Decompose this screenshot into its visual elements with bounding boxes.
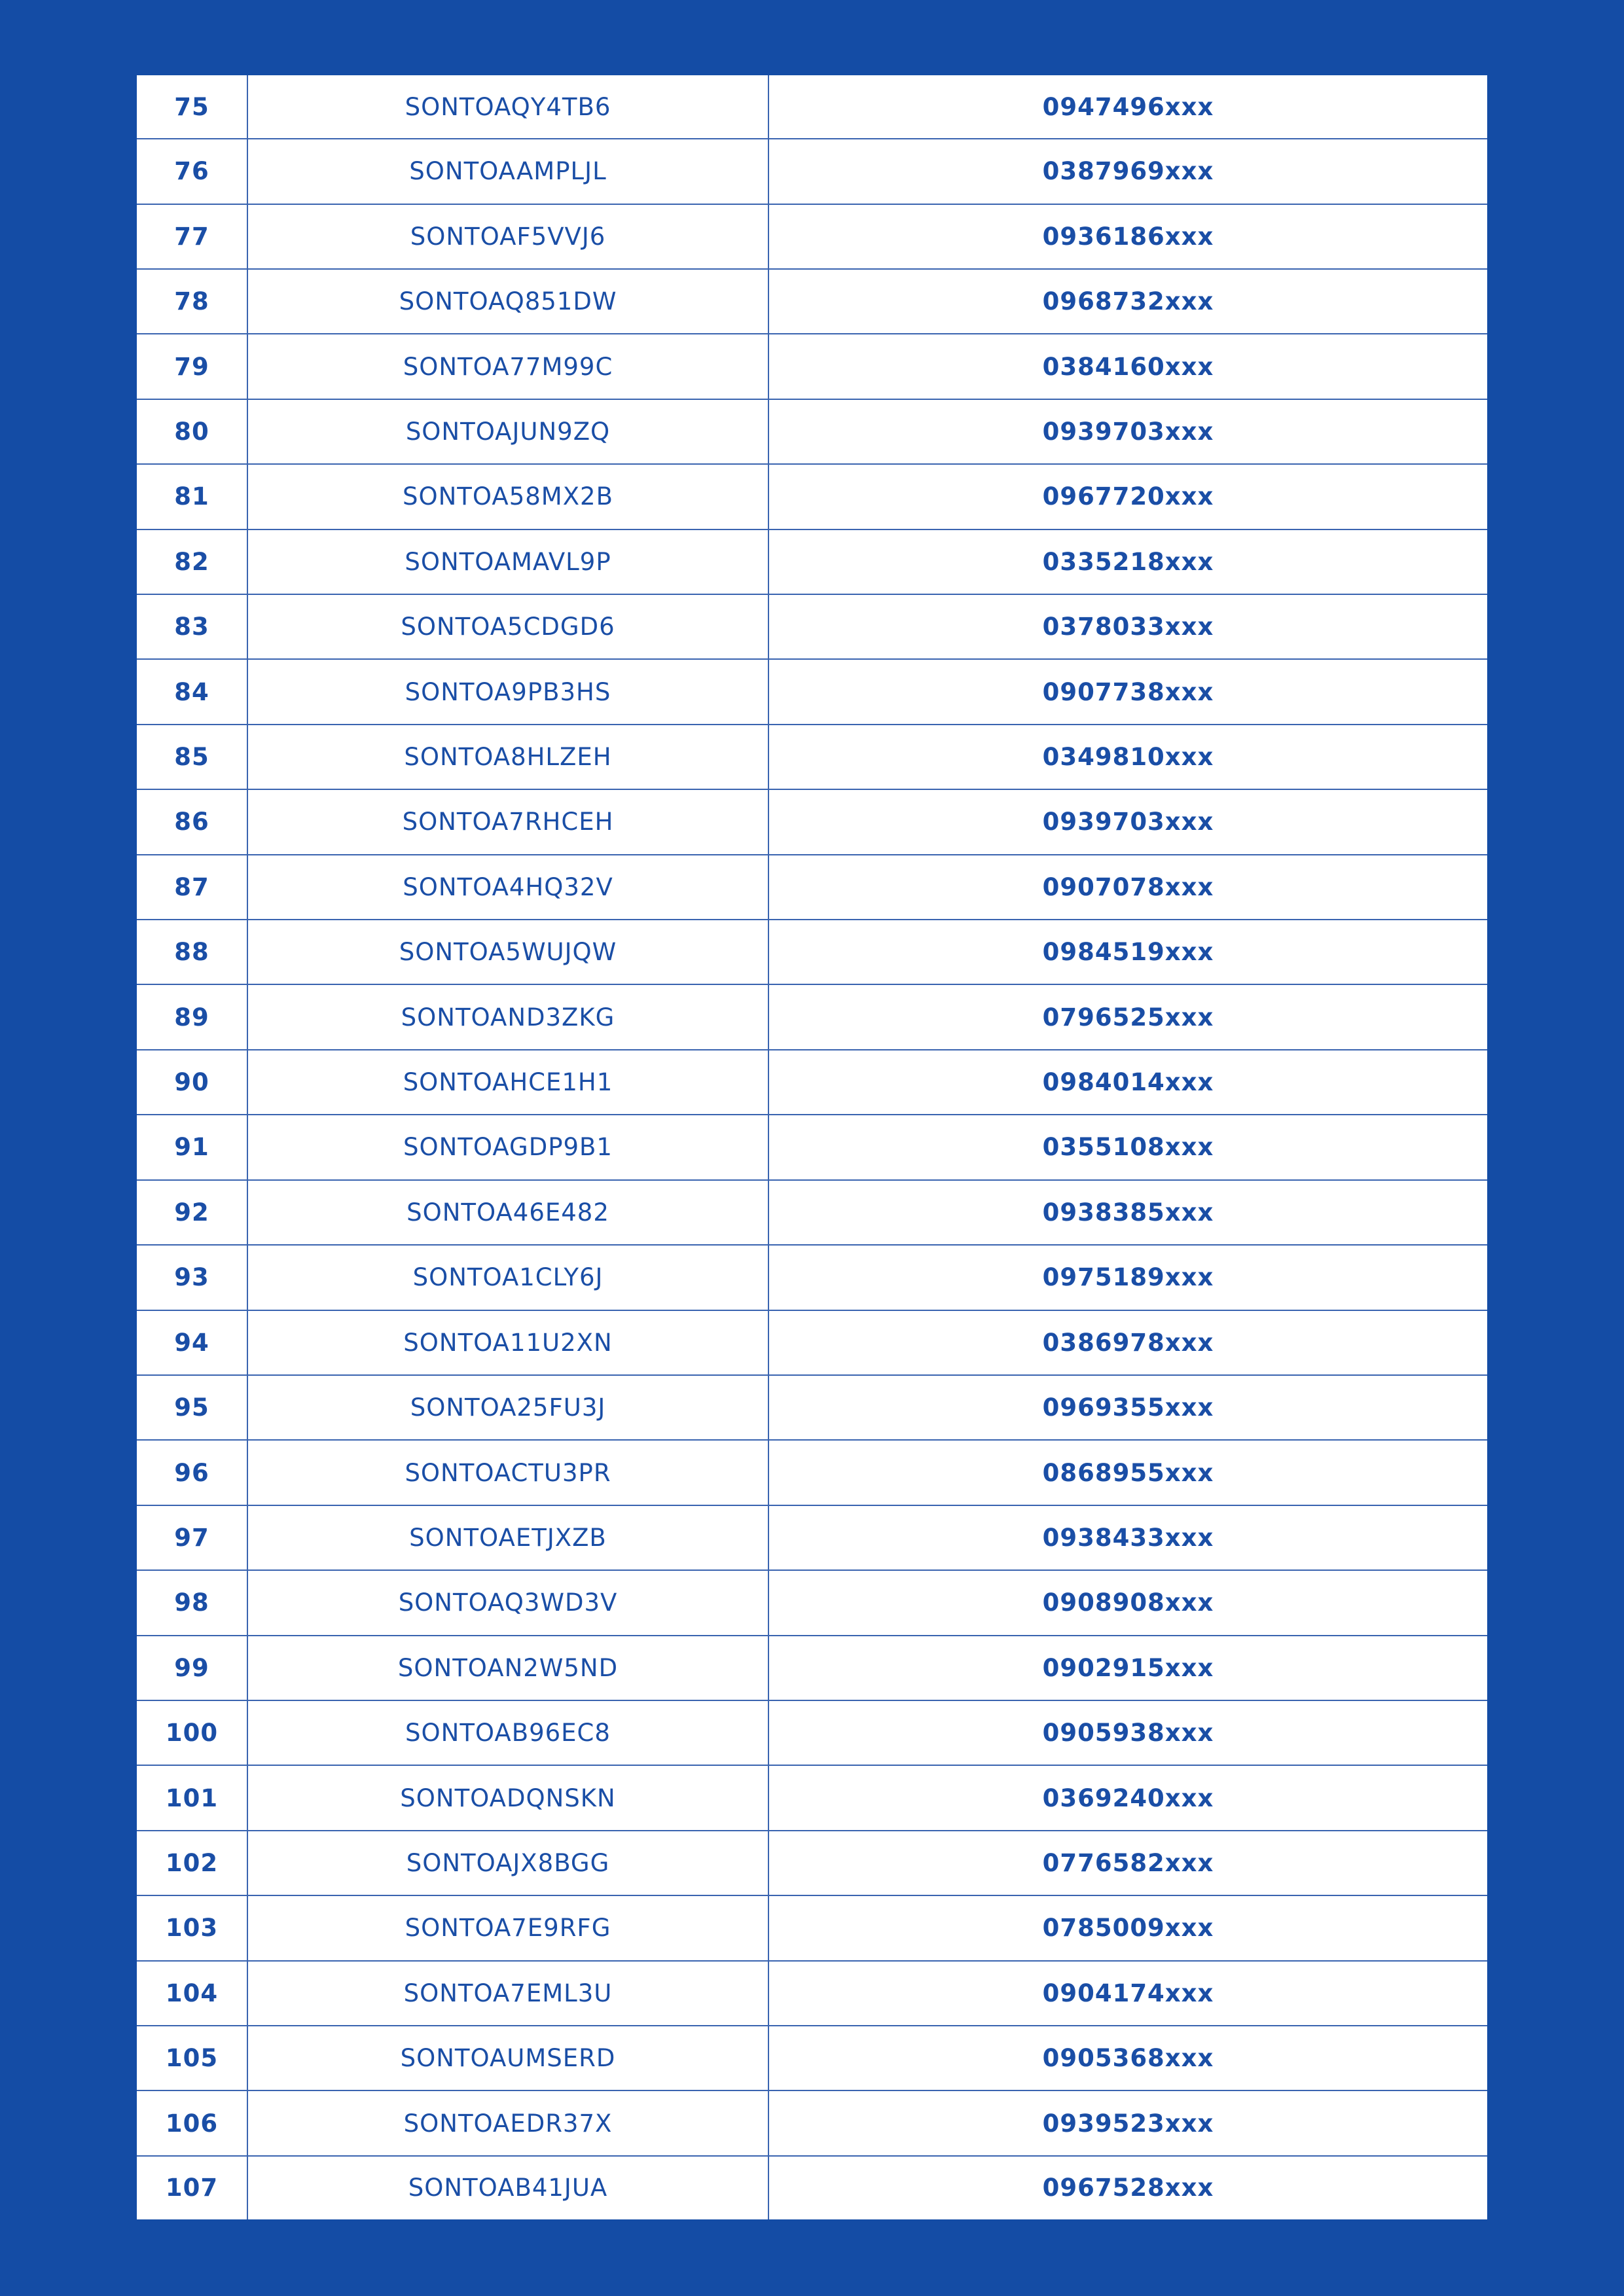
phone-number-cell: 0984519xxx xyxy=(768,920,1487,984)
phone-number-cell: 0868955xxx xyxy=(768,1440,1487,1505)
row-number-cell: 90 xyxy=(137,1050,247,1115)
table-row xyxy=(137,1505,1487,1570)
phone-number-cell: 0902915xxx xyxy=(768,1636,1487,1700)
table-row xyxy=(137,2090,1487,2155)
table-row xyxy=(137,1765,1487,1830)
code-cell: SONTOAGDP9B1 xyxy=(247,1115,768,1179)
code-cell: SONTOAJX8BGG xyxy=(247,1831,768,1895)
table-row xyxy=(137,204,1487,269)
row-number-cell: 107 xyxy=(137,2156,247,2219)
phone-number-cell: 0969355xxx xyxy=(768,1375,1487,1440)
phone-number-cell: 0386978xxx xyxy=(768,1310,1487,1375)
row-number-cell: 80 xyxy=(137,399,247,464)
row-number-cell: 100 xyxy=(137,1700,247,1765)
table-row xyxy=(137,1961,1487,2026)
phone-number-cell: 0378033xxx xyxy=(768,594,1487,659)
row-number-cell: 103 xyxy=(137,1895,247,1960)
code-cell: SONTOA7EML3U xyxy=(247,1961,768,2026)
phone-number-cell: 0384160xxx xyxy=(768,334,1487,399)
table-row xyxy=(137,2026,1487,2090)
phone-number-cell: 0908908xxx xyxy=(768,1570,1487,1635)
phone-number-cell: 0907078xxx xyxy=(768,855,1487,920)
row-number-cell: 89 xyxy=(137,984,247,1049)
code-cell: SONTOAND3ZKG xyxy=(247,984,768,1049)
code-cell: SONTOA25FU3J xyxy=(247,1375,768,1440)
table-row xyxy=(137,1831,1487,1895)
phone-number-cell: 0905368xxx xyxy=(768,2026,1487,2090)
code-cell: SONTOA1CLY6J xyxy=(247,1245,768,1310)
code-cell: SONTOAF5VVJ6 xyxy=(247,204,768,269)
phone-number-cell: 0349810xxx xyxy=(768,725,1487,789)
phone-number-cell: 0939703xxx xyxy=(768,789,1487,854)
phone-number-cell: 0796525xxx xyxy=(768,984,1487,1049)
row-number-cell: 77 xyxy=(137,204,247,269)
code-cell: SONTOAETJXZB xyxy=(247,1505,768,1570)
code-cell: SONTOAAMPLJL xyxy=(247,139,768,204)
code-cell: SONTOAMAVL9P xyxy=(247,529,768,594)
code-cell: SONTOAUMSERD xyxy=(247,2026,768,2090)
row-number-cell: 98 xyxy=(137,1570,247,1635)
table-row xyxy=(137,399,1487,464)
row-number-cell: 83 xyxy=(137,594,247,659)
table-row xyxy=(137,1636,1487,1700)
table-row xyxy=(137,1700,1487,1765)
row-number-cell: 75 xyxy=(137,75,247,139)
table-row xyxy=(137,1115,1487,1179)
row-number-cell: 82 xyxy=(137,529,247,594)
table-row xyxy=(137,1245,1487,1310)
phone-number-cell: 0968732xxx xyxy=(768,269,1487,334)
code-cell: SONTOA46E482 xyxy=(247,1180,768,1245)
table-row xyxy=(137,1895,1487,1960)
row-number-cell: 91 xyxy=(137,1115,247,1179)
phone-number-cell: 0355108xxx xyxy=(768,1115,1487,1179)
row-number-cell: 96 xyxy=(137,1440,247,1505)
table-row xyxy=(137,920,1487,984)
table-row xyxy=(137,269,1487,334)
row-number-cell: 97 xyxy=(137,1505,247,1570)
code-cell: SONTOA4HQ32V xyxy=(247,855,768,920)
row-number-cell: 102 xyxy=(137,1831,247,1895)
table-row xyxy=(137,75,1487,139)
phone-number-cell: 0369240xxx xyxy=(768,1765,1487,1830)
code-cell: SONTOA5WUJQW xyxy=(247,920,768,984)
row-number-cell: 81 xyxy=(137,464,247,529)
code-cell: SONTOA11U2XN xyxy=(247,1310,768,1375)
table-row xyxy=(137,334,1487,399)
phone-number-cell: 0776582xxx xyxy=(768,1831,1487,1895)
row-number-cell: 101 xyxy=(137,1765,247,1830)
code-cell: SONTOA8HLZEH xyxy=(247,725,768,789)
table-row xyxy=(137,464,1487,529)
table-row xyxy=(137,659,1487,724)
table-row xyxy=(137,1050,1487,1115)
row-number-cell: 105 xyxy=(137,2026,247,2090)
row-number-cell: 94 xyxy=(137,1310,247,1375)
phone-number-cell: 0785009xxx xyxy=(768,1895,1487,1960)
table-row xyxy=(137,2156,1487,2219)
code-cell: SONTOAB41JUA xyxy=(247,2156,768,2219)
phone-number-cell: 0938385xxx xyxy=(768,1180,1487,1245)
table-row xyxy=(137,725,1487,789)
phone-number-cell: 0905938xxx xyxy=(768,1700,1487,1765)
code-cell: SONTOA58MX2B xyxy=(247,464,768,529)
code-cell: SONTOADQNSKN xyxy=(247,1765,768,1830)
code-cell: SONTOA7RHCEH xyxy=(247,789,768,854)
phone-number-cell: 0335218xxx xyxy=(768,529,1487,594)
phone-number-cell: 0938433xxx xyxy=(768,1505,1487,1570)
row-number-cell: 95 xyxy=(137,1375,247,1440)
phone-number-cell: 0984014xxx xyxy=(768,1050,1487,1115)
table-row xyxy=(137,529,1487,594)
phone-number-cell: 0387969xxx xyxy=(768,139,1487,204)
code-cell: SONTOAEDR37X xyxy=(247,2090,768,2155)
winners-table-body xyxy=(137,75,1487,2219)
row-number-cell: 78 xyxy=(137,269,247,334)
table-row xyxy=(137,984,1487,1049)
code-cell: SONTOAQ851DW xyxy=(247,269,768,334)
phone-number-cell: 0967720xxx xyxy=(768,464,1487,529)
table-row xyxy=(137,1570,1487,1635)
table-row xyxy=(137,594,1487,659)
table-row xyxy=(137,1375,1487,1440)
code-cell: SONTOAJUN9ZQ xyxy=(247,399,768,464)
phone-number-cell: 0904174xxx xyxy=(768,1961,1487,2026)
phone-number-cell: 0939703xxx xyxy=(768,399,1487,464)
row-number-cell: 88 xyxy=(137,920,247,984)
phone-number-cell: 0939523xxx xyxy=(768,2090,1487,2155)
phone-number-cell: 0947496xxx xyxy=(768,75,1487,139)
row-number-cell: 79 xyxy=(137,334,247,399)
row-number-cell: 106 xyxy=(137,2090,247,2155)
row-number-cell: 87 xyxy=(137,855,247,920)
code-cell: SONTOA9PB3HS xyxy=(247,659,768,724)
code-cell: SONTOAHCE1H1 xyxy=(247,1050,768,1115)
table-row xyxy=(137,1180,1487,1245)
code-cell: SONTOACTU3PR xyxy=(247,1440,768,1505)
row-number-cell: 85 xyxy=(137,725,247,789)
winners-table xyxy=(137,75,1487,2219)
row-number-cell: 104 xyxy=(137,1961,247,2026)
winners-sheet xyxy=(137,75,1487,2219)
code-cell: SONTOAQY4TB6 xyxy=(247,75,768,139)
row-number-cell: 99 xyxy=(137,1636,247,1700)
code-cell: SONTOAB96EC8 xyxy=(247,1700,768,1765)
row-number-cell: 84 xyxy=(137,659,247,724)
row-number-cell: 86 xyxy=(137,789,247,854)
table-row xyxy=(137,139,1487,204)
table-row xyxy=(137,1310,1487,1375)
code-cell: SONTOA5CDGD6 xyxy=(247,594,768,659)
table-row xyxy=(137,789,1487,854)
table-row xyxy=(137,855,1487,920)
row-number-cell: 92 xyxy=(137,1180,247,1245)
phone-number-cell: 0907738xxx xyxy=(768,659,1487,724)
code-cell: SONTOAN2W5ND xyxy=(247,1636,768,1700)
row-number-cell: 76 xyxy=(137,139,247,204)
phone-number-cell: 0967528xxx xyxy=(768,2156,1487,2219)
code-cell: SONTOAQ3WD3V xyxy=(247,1570,768,1635)
code-cell: SONTOA7E9RFG xyxy=(247,1895,768,1960)
phone-number-cell: 0975189xxx xyxy=(768,1245,1487,1310)
row-number-cell: 93 xyxy=(137,1245,247,1310)
phone-number-cell: 0936186xxx xyxy=(768,204,1487,269)
code-cell: SONTOA77M99C xyxy=(247,334,768,399)
table-row xyxy=(137,1440,1487,1505)
